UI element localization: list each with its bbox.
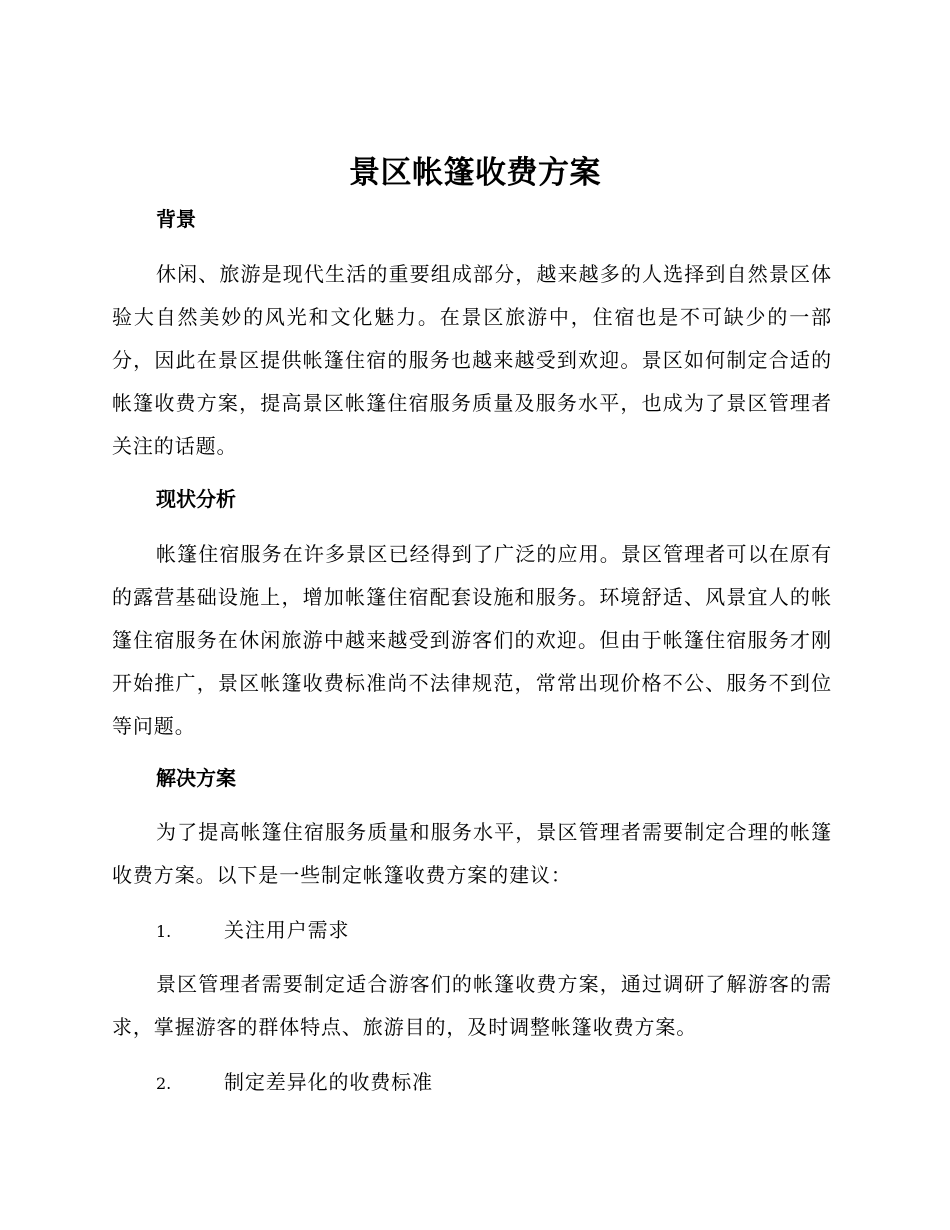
list-item-number: 1. [156, 922, 172, 941]
section-heading-background: 背景 [156, 207, 196, 231]
background-paragraph: 休闲、旅游是现代生活的重要组成部分，越来越多的人选择到自然景区体验大自然美妙的风光和文化魅力。在景区旅游中，住宿也是不可缺少的一部分，因此在景区提供帐篷住宿的服务也越来越受到欢迎。景区如何制定合适的帐篷收费方案，提高景区帐篷住宿服务质量及服务水平，也成为了景区管理者关注的话题。 [112, 262, 832, 458]
document-title: 景区帐篷收费方案 [349, 155, 601, 191]
list-item-1-paragraph: 景区管理者需要制定适合游客们的帐篷收费方案，通过调研了解游客的需求，掌握游客的群体特点、旅游目的，及时调整帐篷收费方案。 [112, 972, 832, 1039]
list-item-1 [156, 915, 836, 947]
section-heading-solution: 解决方案 [156, 766, 236, 790]
solution-intro-paragraph: 为了提高帐篷住宿服务质量和服务水平，景区管理者需要制定合理的帐篷收费方案。以下是一些制定帐篷收费方案的建议： [112, 820, 832, 887]
section-heading-status-analysis: 现状分析 [156, 487, 236, 511]
list-item-2 [156, 1067, 836, 1099]
list-item-title: 关注用户需求 [224, 918, 350, 942]
list-item-title: 制定差异化的收费标准 [224, 1070, 433, 1094]
status-analysis-paragraph: 帐篷住宿服务在许多景区已经得到了广泛的应用。景区管理者可以在原有的露营基础设施上，增加帐篷住宿配套设施和服务。环境舒适、风景宜人的帐篷住宿服务在休闲旅游中越来越受到游客们的欢迎。但由于帐篷住宿服务才刚开始推广，景区帐篷收费标准尚不法律规范，常常出现价格不公、服务不到位等问题。 [112, 542, 832, 738]
list-item-number: 2. [156, 1074, 172, 1093]
